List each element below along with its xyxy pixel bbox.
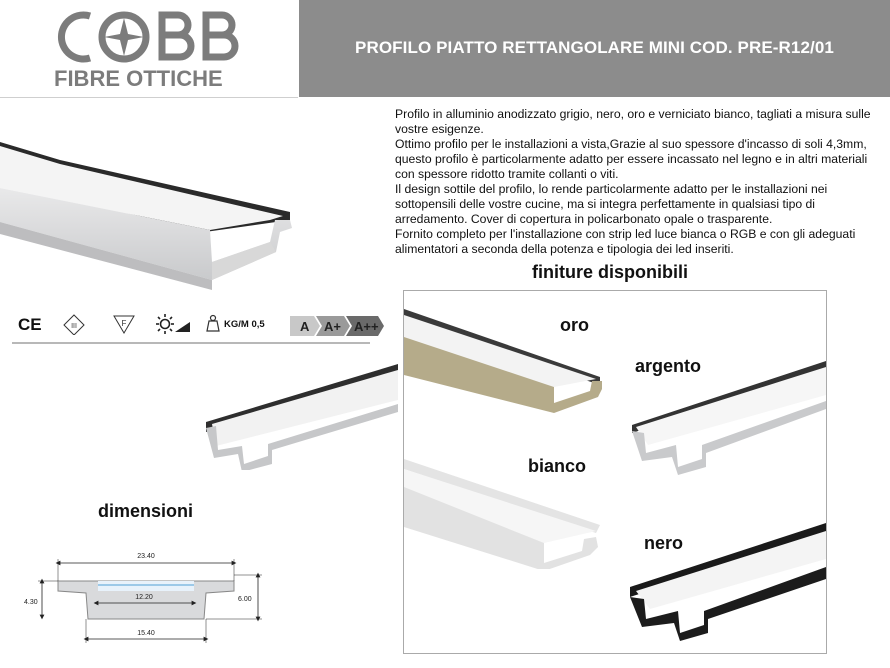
finish-silver-image: [632, 361, 827, 481]
left-height-label: 4.30: [24, 599, 38, 606]
bottom-width-label: 15.40: [137, 630, 155, 637]
ce-mark-icon: CE: [18, 315, 42, 334]
main-profile-image: [0, 112, 300, 302]
title-bar: [299, 0, 890, 97]
finish-label-bianco: bianco: [528, 456, 587, 476]
dimensions-title: dimensioni: [98, 501, 194, 521]
page-title: PROFILO PIATTO RETTANGOLARE MINI COD. PRE-R12/01: [355, 38, 834, 57]
dimensions-drawing: [22, 545, 272, 655]
finishes-title: finiture disponibili: [532, 262, 688, 282]
description-paragraph: Fornito completo per l'installazione con strip led luce bianca o RGB e con gli adeguati alimentatori a seconda della potenza e tipologia dei led inseriti.: [395, 227, 856, 256]
inner-width-label: 12.20: [135, 594, 153, 601]
svg-text:F: F: [121, 319, 127, 328]
description-paragraph: Il design sottile del profilo, lo rende particolarmente adatto per le installazioni nei sottopensili delle vostre cucine, ma si integra perfettamente in qualsiasi tipo di arredamento. Cover di copertura in policarbonato opale o trasparente.: [395, 182, 828, 226]
cobb-logo: [50, 6, 250, 90]
weight-label: KG/M 0,5: [224, 319, 265, 330]
certification-icons: [14, 313, 379, 339]
description-paragraph: Ottimo profilo per le installazioni a vista,Grazie al suo spessore d'incasso di soli 4,3mm, questo profilo è particolarmente adatto per essere incassato nel legno e in altri materiali con spessore ridotto tramite collanti o viti.: [395, 137, 868, 181]
profile-side-image: [202, 360, 400, 470]
description-paragraph: Profilo in alluminio anodizzato grigio, nero, oro e verniciato bianco, tagliati a misura sulle vostre esigenze.: [395, 107, 871, 136]
flammability-f-icon: [112, 313, 136, 335]
finish-label-argento: argento: [635, 356, 702, 376]
class-three-icon: [62, 313, 86, 335]
svg-text:III: III: [71, 323, 77, 330]
logo-tagline: FIBRE OTTICHE: [54, 66, 223, 90]
top-width-label: 23.40: [137, 553, 155, 560]
right-height-label: 6.00: [238, 596, 252, 603]
divider: [12, 342, 370, 344]
energy-a-plus-plus: A++: [354, 319, 379, 334]
finishes-box: [403, 290, 827, 654]
energy-a-plus: A+: [324, 319, 341, 334]
energy-a: A: [300, 319, 310, 334]
finish-label-oro: oro: [560, 315, 589, 335]
energy-class-icon: [290, 316, 384, 336]
weight-icon: [204, 313, 222, 335]
product-description: [395, 107, 885, 257]
logo-area: [0, 0, 298, 98]
dimmable-sun-icon: [156, 313, 192, 335]
finish-label-nero: nero: [644, 533, 684, 553]
